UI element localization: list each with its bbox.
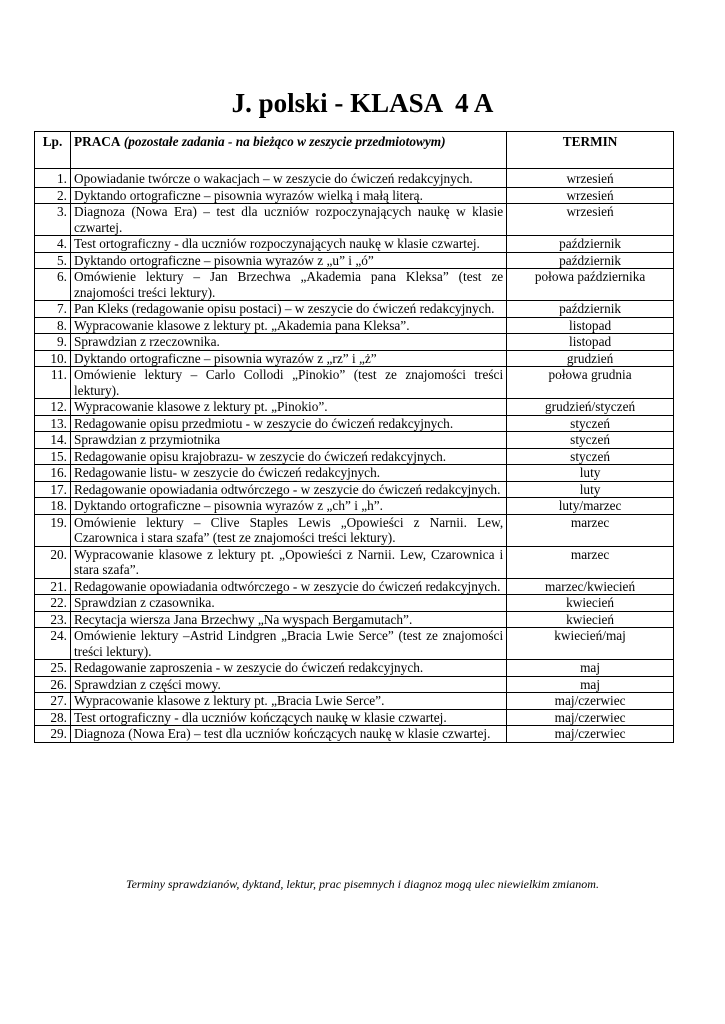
row-term: marzec: [507, 546, 674, 578]
row-work: Diagnoza (Nowa Era) – test dla uczniów rozpoczynających naukę w klasie czwartej.: [70, 204, 506, 236]
row-work: Dyktando ortograficzne – pisownia wyrazów wielką i małą literą.: [70, 187, 506, 204]
row-work: Redagowanie listu- w zeszycie do ćwiczeń redakcyjnych.: [70, 465, 506, 482]
table-row: [35, 578, 674, 595]
row-term: grudzień/styczeń: [507, 399, 674, 416]
row-term: marzec/kwiecień: [507, 578, 674, 595]
row-term: listopad: [507, 317, 674, 334]
row-term: połowa października: [507, 269, 674, 301]
row-term: wrzesień: [507, 187, 674, 204]
row-term: wrzesień: [507, 204, 674, 236]
row-number: 11.: [35, 367, 71, 399]
row-term: kwiecień/maj: [507, 628, 674, 660]
row-number: 18.: [35, 498, 71, 515]
table-header-row: [35, 132, 674, 169]
row-work: Dyktando ortograficzne – pisownia wyrazów z „ch” i „h”.: [70, 498, 506, 515]
row-term: kwiecień: [507, 595, 674, 612]
row-work: Omówienie lektury – Clive Staples Lewis „Opowieści z Narnii. Lew, Czarownica i stara szafa” (test ze znajomości treści lektury).: [70, 514, 506, 546]
header-term: TERMIN: [507, 132, 674, 169]
row-number: 24.: [35, 628, 71, 660]
row-term: październik: [507, 252, 674, 269]
row-number: 25.: [35, 660, 71, 677]
table-row: [35, 269, 674, 301]
table-row: [35, 498, 674, 515]
row-number: 13.: [35, 415, 71, 432]
table-row: [35, 187, 674, 204]
row-term: luty: [507, 481, 674, 498]
row-work: Redagowanie opowiadania odtwórczego - w zeszycie do ćwiczeń redakcyjnych.: [70, 481, 506, 498]
row-work: Pan Kleks (redagowanie opisu postaci) – w zeszycie do ćwiczeń redakcyjnych.: [70, 301, 506, 318]
row-work: Sprawdzian z czasownika.: [70, 595, 506, 612]
row-term: luty/marzec: [507, 498, 674, 515]
table-row: [35, 301, 674, 318]
row-work: Omówienie lektury –Astrid Lindgren „Bracia Lwie Serce” (test ze znajomości treści lektury).: [70, 628, 506, 660]
row-number: 21.: [35, 578, 71, 595]
row-term: maj: [507, 676, 674, 693]
row-number: 22.: [35, 595, 71, 612]
row-work: Omówienie lektury – Jan Brzechwa „Akademia pana Kleksa” (test ze znajomości treści lektury).: [70, 269, 506, 301]
row-number: 26.: [35, 676, 71, 693]
row-term: marzec: [507, 514, 674, 546]
table-row: [35, 514, 674, 546]
row-term: styczeń: [507, 415, 674, 432]
row-term: maj/czerwiec: [507, 693, 674, 710]
row-work: Diagnoza (Nowa Era) – test dla uczniów kończących naukę w klasie czwartej.: [70, 726, 506, 743]
row-number: 17.: [35, 481, 71, 498]
row-number: 4.: [35, 236, 71, 253]
row-work: Redagowanie opisu krajobrazu- w zeszycie do ćwiczeń redakcyjnych.: [70, 448, 506, 465]
row-term: grudzień: [507, 350, 674, 367]
row-number: 19.: [35, 514, 71, 546]
table-row: [35, 367, 674, 399]
row-work: Test ortograficzny - dla uczniów kończących naukę w klasie czwartej.: [70, 709, 506, 726]
table-row: [35, 693, 674, 710]
row-work: Dyktando ortograficzne – pisownia wyrazów z „rz” i „ż”: [70, 350, 506, 367]
table-row: [35, 432, 674, 449]
row-term: maj/czerwiec: [507, 726, 674, 743]
table-row: [35, 252, 674, 269]
row-work: Recytacja wiersza Jana Brzechwy „Na wyspach Bergamutach”.: [70, 611, 506, 628]
row-number: 5.: [35, 252, 71, 269]
row-work: Wypracowanie klasowe z lektury pt. „Pinokio”.: [70, 399, 506, 416]
table-body: [35, 169, 674, 743]
table-row: [35, 726, 674, 743]
row-number: 23.: [35, 611, 71, 628]
row-number: 12.: [35, 399, 71, 416]
table-row: [35, 595, 674, 612]
table-row: [35, 350, 674, 367]
row-number: 7.: [35, 301, 71, 318]
header-work-note: (pozostałe zadania - na bieżąco w zeszycie przedmiotowym): [120, 134, 446, 149]
row-number: 14.: [35, 432, 71, 449]
table-row: [35, 676, 674, 693]
table-row: [35, 709, 674, 726]
table-row: [35, 236, 674, 253]
row-work: Wypracowanie klasowe z lektury pt. „Bracia Lwie Serce”.: [70, 693, 506, 710]
header-work-main: PRACA: [73, 134, 121, 149]
row-work: Sprawdzian z rzeczownika.: [70, 334, 506, 351]
table-row: [35, 628, 674, 660]
row-number: 2.: [35, 187, 71, 204]
schedule-table: [34, 131, 674, 743]
table-row: [35, 317, 674, 334]
row-term: wrzesień: [507, 169, 674, 188]
table-row: [35, 204, 674, 236]
row-number: 27.: [35, 693, 71, 710]
table-row: [35, 415, 674, 432]
row-work: Wypracowanie klasowe z lektury pt. „Akademia pana Kleksa”.: [70, 317, 506, 334]
row-work: Dyktando ortograficzne – pisownia wyrazów z „u” i „ó”: [70, 252, 506, 269]
row-term: połowa grudnia: [507, 367, 674, 399]
footnote: Terminy sprawdzianów, dyktand, lektur, prac pisemnych i diagnoz mogą ulec niewielkim zmianom.: [126, 877, 599, 891]
row-number: 16.: [35, 465, 71, 482]
row-number: 9.: [35, 334, 71, 351]
header-lp: Lp.: [35, 132, 71, 169]
row-work: Redagowanie opowiadania odtwórczego - w zeszycie do ćwiczeń redakcyjnych.: [70, 578, 506, 595]
row-term: październik: [507, 236, 674, 253]
row-term: maj/czerwiec: [507, 709, 674, 726]
table-row: [35, 660, 674, 677]
row-work: Wypracowanie klasowe z lektury pt. „Opowieści z Narnii. Lew, Czarownica i stara szafa”.: [70, 546, 506, 578]
row-number: 29.: [35, 726, 71, 743]
table-row: [35, 169, 674, 188]
table-row: [35, 481, 674, 498]
row-number: 20.: [35, 546, 71, 578]
table-row: [35, 546, 674, 578]
row-term: kwiecień: [507, 611, 674, 628]
row-term: listopad: [507, 334, 674, 351]
row-term: październik: [507, 301, 674, 318]
row-work: Opowiadanie twórcze o wakacjach – w zeszycie do ćwiczeń redakcyjnych.: [70, 169, 506, 188]
row-work: Redagowanie opisu przedmiotu - w zeszycie do ćwiczeń redakcyjnych.: [70, 415, 506, 432]
page-title: J. polski - KLASA 4 A: [231, 88, 494, 118]
row-work: Redagowanie zaproszenia - w zeszycie do ćwiczeń redakcyjnych.: [70, 660, 506, 677]
row-number: 15.: [35, 448, 71, 465]
row-number: 3.: [35, 204, 71, 236]
row-work: Omówienie lektury – Carlo Collodi „Pinokio” (test ze znajomości treści lektury).: [70, 367, 506, 399]
row-number: 6.: [35, 269, 71, 301]
row-work: Test ortograficzny - dla uczniów rozpoczynających naukę w klasie czwartej.: [70, 236, 506, 253]
table-row: [35, 611, 674, 628]
row-work: Sprawdzian z części mowy.: [70, 676, 506, 693]
row-number: 8.: [35, 317, 71, 334]
table-row: [35, 465, 674, 482]
table-row: [35, 448, 674, 465]
row-number: 1.: [35, 169, 71, 188]
row-number: 28.: [35, 709, 71, 726]
row-term: luty: [507, 465, 674, 482]
row-number: 10.: [35, 350, 71, 367]
header-work: [70, 132, 506, 169]
row-work: Sprawdzian z przymiotnika: [70, 432, 506, 449]
row-term: styczeń: [507, 448, 674, 465]
table-row: [35, 334, 674, 351]
row-term: maj: [507, 660, 674, 677]
row-term: styczeń: [507, 432, 674, 449]
table-row: [35, 399, 674, 416]
